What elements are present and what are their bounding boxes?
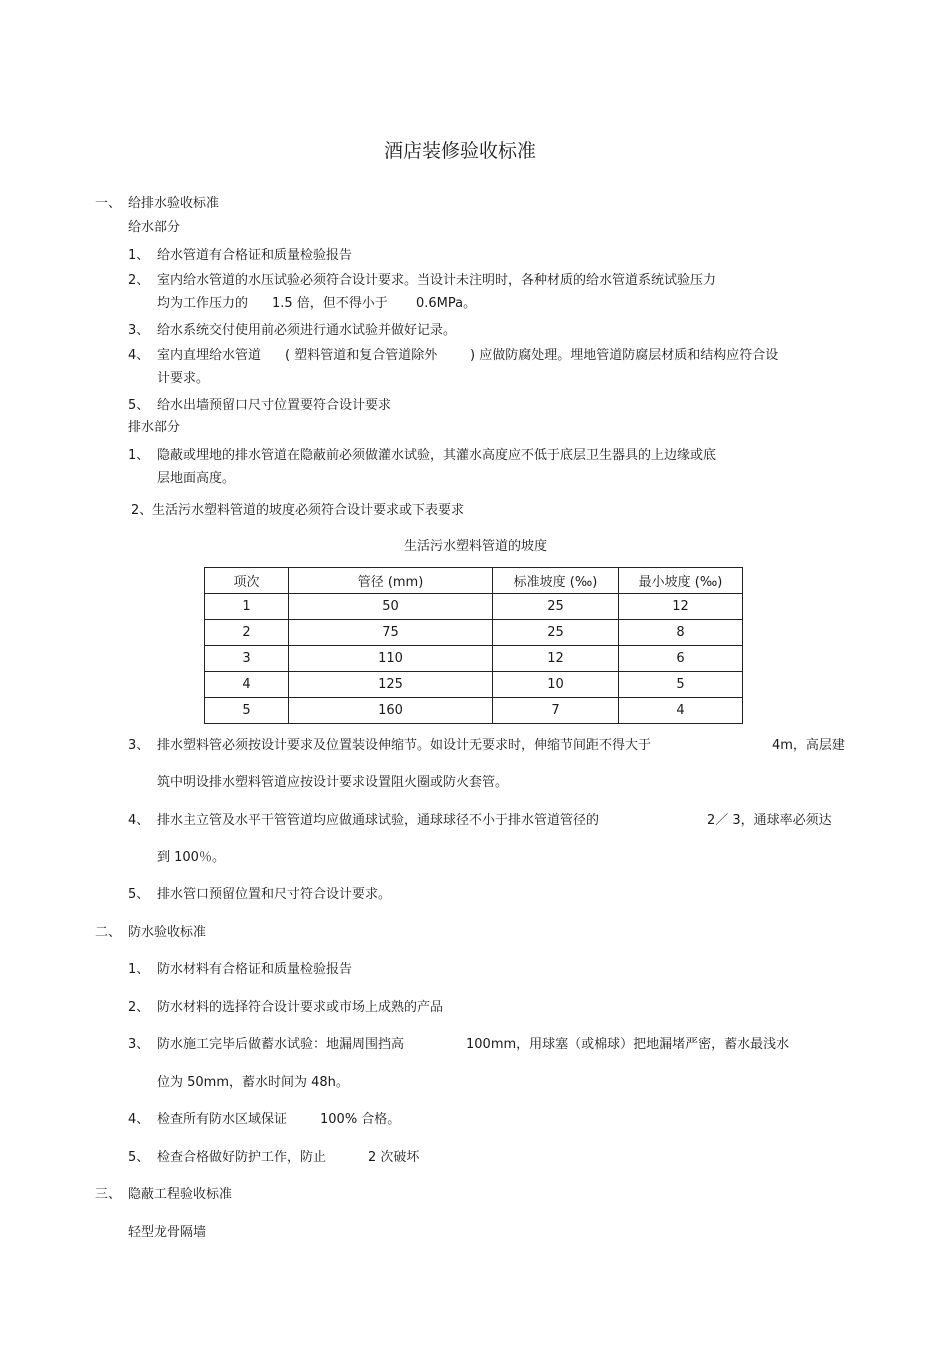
table-cell: 75 xyxy=(289,620,493,646)
table-cell: 6 xyxy=(619,646,743,672)
supply-item-4-text-b: ( 塑料管道和复合管道除外 xyxy=(285,348,438,363)
supply-item-1-number: 1、 xyxy=(128,248,150,263)
table-cell: 5 xyxy=(205,698,289,724)
supply-item-2-cont-b: 1.5 倍，但不得小于 xyxy=(272,296,388,311)
table-row xyxy=(205,698,743,724)
drain-item-5-number: 5、 xyxy=(128,887,150,902)
waterproof-item-2-number: 2、 xyxy=(128,1000,150,1015)
table-caption: 生活污水塑料管道的坡度 xyxy=(404,539,548,554)
waterproof-item-3-number: 3、 xyxy=(128,1037,150,1052)
table-cell: 7 xyxy=(493,698,619,724)
drain-item-4-number: 4、 xyxy=(128,813,150,828)
supply-item-4-cont: 计要求。 xyxy=(157,371,210,386)
table-cell: 4 xyxy=(619,698,743,724)
drain-item-2-number: 2、 xyxy=(131,503,153,518)
supply-item-5-number: 5、 xyxy=(128,398,150,413)
drain-item-3-text-b: 4m，高层建 xyxy=(772,738,845,753)
table-cell: 160 xyxy=(289,698,493,724)
table-cell: 3 xyxy=(205,646,289,672)
slope-table xyxy=(204,567,743,724)
supply-item-1-text: 给水管道有合格证和质量检验报告 xyxy=(157,248,353,263)
header-item-no: 项次 xyxy=(205,568,289,594)
supply-item-3-text: 给水系统交付使用前必须进行通水试验并做好记录。 xyxy=(157,323,457,338)
table-cell: 25 xyxy=(493,594,619,620)
water-supply-subheading: 给水部分 xyxy=(128,220,181,235)
section-2-number: 二、 xyxy=(95,925,122,940)
section-3-heading: 隐蔽工程验收标准 xyxy=(128,1187,233,1202)
waterproof-item-3-cont: 位为 50mm，蓄水时间为 48h。 xyxy=(157,1075,349,1090)
drain-item-5-text: 排水管口预留位置和尺寸符合设计要求。 xyxy=(157,887,392,902)
table-row xyxy=(205,620,743,646)
drain-item-4-text-b: 2／ 3，通球率必须达 xyxy=(707,813,832,828)
drainage-subheading: 排水部分 xyxy=(128,420,181,435)
table-cell: 125 xyxy=(289,672,493,698)
table-row xyxy=(205,672,743,698)
table-cell: 50 xyxy=(289,594,493,620)
supply-item-4-text-c: ) 应做防腐处理。埋地管道防腐层材质和结构应符合设 xyxy=(470,348,779,363)
table-cell: 1 xyxy=(205,594,289,620)
table-cell: 12 xyxy=(619,594,743,620)
table-row xyxy=(205,594,743,620)
drain-item-2-text: 生活污水塑料管道的坡度必须符合设计要求或下表要求 xyxy=(152,503,465,518)
waterproof-item-3-text-b: 100mm，用球塞（或棉球）把地漏堵严密，蓄水最浅水 xyxy=(466,1037,790,1052)
table-cell: 8 xyxy=(619,620,743,646)
table-row xyxy=(205,646,743,672)
waterproof-item-3-text-a: 防水施工完毕后做蓄水试验：地漏周围挡高 xyxy=(157,1037,405,1052)
drain-item-4-text-a: 排水主立管及水平干管管道均应做通球试验，通球球径不小于排水管道管径的 xyxy=(157,813,600,828)
supply-item-4-number: 4、 xyxy=(128,348,150,363)
supply-item-2-text: 室内给水管道的水压试验必须符合设计要求。当设计未注明时，各种材质的给水管道系统试验压力 xyxy=(157,273,717,288)
drain-item-3-text-a: 排水塑料管必须按设计要求及位置装设伸缩节。如设计无要求时，伸缩节间距不得大于 xyxy=(157,738,652,753)
header-standard-slope: 标准坡度 (‰) xyxy=(493,568,619,594)
waterproof-item-1-number: 1、 xyxy=(128,962,150,977)
section-1-heading: 给排水验收标准 xyxy=(128,196,220,211)
table-cell: 25 xyxy=(493,620,619,646)
waterproof-item-4-text-a: 检查所有防水区域保证 xyxy=(157,1112,288,1127)
supply-item-2-number: 2、 xyxy=(128,273,150,288)
drain-item-1-number: 1、 xyxy=(128,448,150,463)
header-diameter: 管径 (mm) xyxy=(289,568,493,594)
table-cell: 2 xyxy=(205,620,289,646)
drain-item-1-cont: 层地面高度。 xyxy=(157,471,236,486)
waterproof-item-1-text: 防水材料有合格证和质量检验报告 xyxy=(157,962,353,977)
document-title: 酒店装修验收标准 xyxy=(384,140,537,162)
drain-item-1-text: 隐蔽或埋地的排水管道在隐蔽前必须做灌水试验，其灌水高度应不低于底层卫生器具的上边缘或底 xyxy=(157,448,717,463)
section-3-subheading: 轻型龙骨隔墙 xyxy=(128,1225,207,1240)
supply-item-2-cont-c: 0.6MPa。 xyxy=(416,296,477,311)
header-minimum-slope: 最小坡度 (‰) xyxy=(619,568,743,594)
drain-item-3-number: 3、 xyxy=(128,738,150,753)
waterproof-item-5-text-b: 2 次破坏 xyxy=(368,1150,420,1165)
table-cell: 5 xyxy=(619,672,743,698)
section-1-number: 一、 xyxy=(95,196,122,211)
table-cell: 4 xyxy=(205,672,289,698)
waterproof-item-5-text-a: 检查合格做好防护工作，防止 xyxy=(157,1150,327,1165)
waterproof-item-5-number: 5、 xyxy=(128,1150,150,1165)
table-header-row xyxy=(205,568,743,594)
supply-item-3-number: 3、 xyxy=(128,323,150,338)
table-cell: 110 xyxy=(289,646,493,672)
table-cell: 12 xyxy=(493,646,619,672)
waterproof-item-4-number: 4、 xyxy=(128,1112,150,1127)
section-2-heading: 防水验收标准 xyxy=(128,925,207,940)
waterproof-item-2-text: 防水材料的选择符合设计要求或市场上成熟的产品 xyxy=(157,1000,444,1015)
waterproof-item-4-text-b: 100% 合格。 xyxy=(320,1112,401,1127)
section-3-number: 三、 xyxy=(95,1187,122,1202)
supply-item-5-text: 给水出墙预留口尺寸位置要符合设计要求 xyxy=(157,398,392,413)
supply-item-2-cont-a: 均为工作压力的 xyxy=(157,296,249,311)
drain-item-4-cont: 到 100％。 xyxy=(157,850,225,865)
supply-item-4-text-a: 室内直埋给水管道 xyxy=(157,348,262,363)
drain-item-3-cont: 筑中明设排水塑料管道应按设计要求设置阻火圈或防火套管。 xyxy=(157,775,509,790)
table-cell: 10 xyxy=(493,672,619,698)
